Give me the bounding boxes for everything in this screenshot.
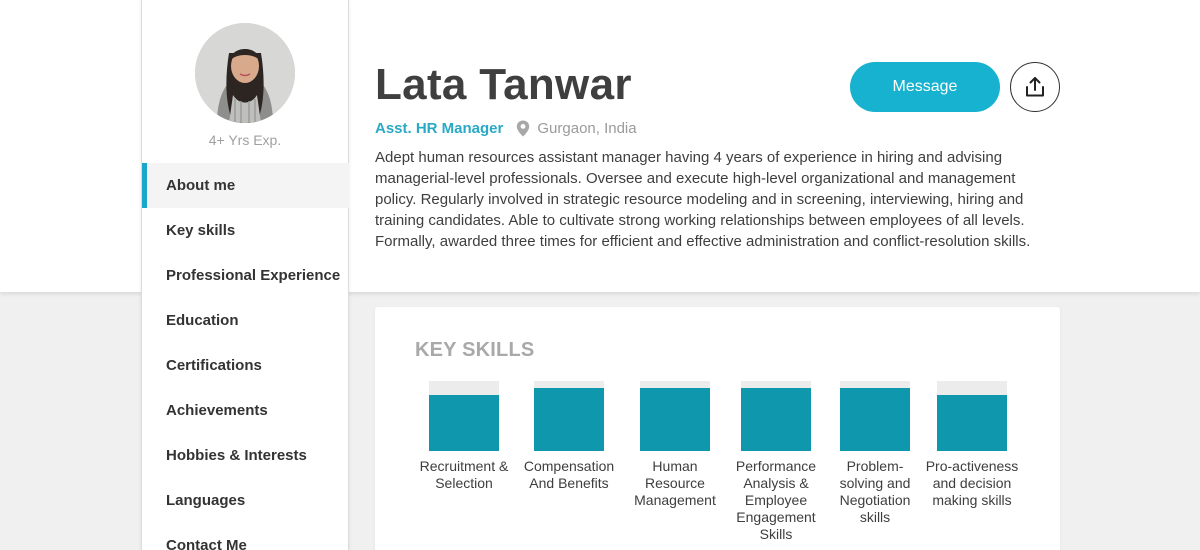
avatar: [195, 23, 295, 123]
profile-location: Gurgaon, India: [537, 120, 637, 137]
skill-bar-track: [741, 381, 811, 451]
skill-bar-fill: [937, 395, 1007, 451]
skill-bar-fill: [534, 388, 604, 451]
profile-role: Asst. HR Manager: [375, 120, 504, 137]
sidebar-item-education[interactable]: Education: [166, 312, 239, 329]
sidebar-item-professional-experience[interactable]: Professional Experience: [166, 267, 341, 284]
skill-bar-fill: [640, 388, 710, 451]
skill-item: [519, 381, 619, 492]
skill-bar-track: [840, 381, 910, 451]
sidebar-nav: [142, 163, 349, 550]
skill-label: Recruitment & Selection: [419, 458, 509, 491]
skill-bar-track: [640, 381, 710, 451]
key-skills-card: [375, 307, 1060, 550]
profile-sidebar: [141, 0, 349, 550]
sidebar-item-achievements[interactable]: Achievements: [166, 402, 268, 419]
skill-bar-track: [429, 381, 499, 451]
profile-name: Lata Tanwar: [375, 60, 632, 109]
message-button[interactable]: Message: [850, 62, 1000, 112]
sidebar-item-languages[interactable]: Languages: [166, 492, 246, 509]
share-upload-icon: [1024, 76, 1046, 98]
experience-label: 4+ Yrs Exp.: [208, 132, 282, 148]
skill-bar-fill: [741, 388, 811, 451]
sidebar-item-certifications[interactable]: Certifications: [166, 357, 262, 374]
sidebar-item-contact-me[interactable]: Contact Me: [166, 537, 247, 550]
skill-bar-track: [534, 381, 604, 451]
skill-label: Performance Analysis & Employee Engagement Skills: [735, 458, 817, 542]
skill-label: Problem-solving and Negotiation skills: [839, 458, 911, 525]
skill-bar-fill: [840, 388, 910, 451]
skill-item: [726, 381, 826, 543]
skill-item: [414, 381, 514, 492]
profile-subtitle: [375, 120, 637, 137]
sidebar-item-about-me[interactable]: About me: [142, 163, 349, 208]
skill-bar-track: [937, 381, 1007, 451]
skill-item: [825, 381, 925, 526]
skill-bar-fill: [429, 395, 499, 451]
skill-label: Pro-activeness and decision making skills: [925, 458, 1019, 508]
skill-label: Compensation And Benefits: [523, 458, 615, 491]
sidebar-item-key-skills[interactable]: Key skills: [166, 222, 236, 239]
skill-item: [922, 381, 1022, 509]
skill-label: Human Resource Management: [634, 458, 716, 508]
sidebar-item-hobbies-interests[interactable]: Hobbies & Interests: [166, 447, 307, 464]
share-button[interactable]: [1010, 62, 1060, 112]
about-text: Adept human resources assistant manager having 4 years of experience in hiring and advising managerial-level professionals. Oversee and execute high-level organizational and management policy. Regularly involved in strategic resource modeling and in screening, interviewing, hiring and training candidates. Able to cultivate strong working relationships between employees of all levels. Formally, awarded three times for efficient and effective administration and conflict-resolution skills.: [375, 149, 1031, 250]
location-pin-icon: [516, 120, 530, 137]
key-skills-heading: KEY SKILLS: [415, 339, 535, 361]
skill-item: [625, 381, 725, 509]
